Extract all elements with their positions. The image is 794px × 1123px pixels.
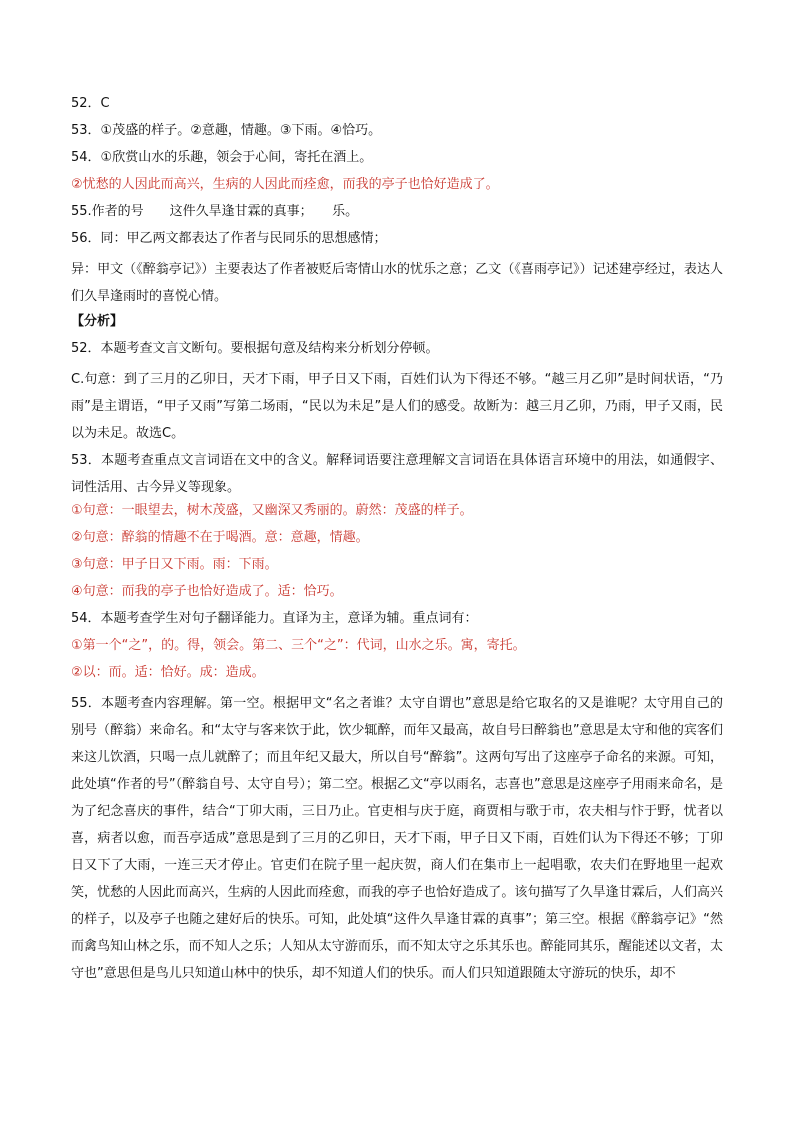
analysis-53-intro: 53．本题考查重点文言词语在文中的含义。解释词语要注意理解文言词语在具体语言环境中的用法，如通假字、词性活用、古今异义等现象。 (71, 453, 723, 495)
answer-52: 52．C (71, 96, 110, 111)
analysis-54-intro: 54．本题考查学生对句子翻译能力。直译为主，意译为辅。重点词有： (71, 611, 478, 626)
analysis-55-body: 55．本题考查内容理解。第一空。根据甲文“名之者谁？太守自谓也”意思是给它取名的又是谁呢？太守用自己的别号（醉翁）来命名。和“太守与客来饮于此，饮少辄醉，而年又最高，故自号曰醉翁也”意思是太守和他的宾客们来这儿饮酒，只喝一点儿就醉了；而且年纪又最大，所以自号“醉翁”。这两句写出了这座亭子命名的来源。可知，此处填“作者的号”（醉翁自号、太守自号）；第二空。根据乙文“亭以雨名，志喜也”意思是这座亭子用雨来命名，是为了纪念喜庆的事件，结合“丁卯大雨，三日乃止。官吏相与庆于庭，商贾相与歌于市，农夫相与忭于野，忧者以喜，病者以愈，而吾亭适成”意思是到了三月的乙卯日，天才下雨，甲子日又下雨，百姓们认为下得还不够；丁卯日又下了大雨，一连三天才停止。官吏们在院子里一起庆贺，商人们在集市上一起唱歌，农夫们在野地里一起欢笑，忧愁的人因此而高兴，生病的人因此而痊愈，而我的亭子也恰好造成了。该句描写了久旱逢甘霖后，人们高兴的样子，以及亭子也随之建好后的快乐。可知，此处填“这件久旱逢甘霖的真事”；第三空。根据《醉翁亭记》“然而禽鸟知山林之乐，而不知人之乐；人知从太守游而乐，而不知太守之乐其乐也。醉能同其乐，醒能述以文者，太守也”意思但是鸟儿只知道山林中的快乐，却不知道人们的快乐。而人们只知道跟随太守游玩的快乐，却不 (71, 696, 723, 981)
analysis-52-body: C.句意：到了三月的乙卯日，天才下雨，甲子日又下雨，百姓们认为下得还不够。“越三月乙卯”是时间状语，“乃雨”是主谓语，“甲子又雨”写第二场雨，“民以为未足”是人们的感受。故断为：越三月乙卯，乃雨，甲子又雨，民以为未足。故选C。 (71, 372, 723, 441)
analysis-53-item2: ②句意：醉翁的情趣不在于喝酒。意：意趣，情趣。 (71, 530, 369, 545)
answer-56-part2: 异：甲文（《醉翁亭记》）主要表达了作者被贬后寄情山水的忧乐之意；乙文（《喜雨亭记》）记述建亭经过，表达人们久旱逢雨时的喜悦心情。 (71, 262, 723, 304)
analysis-53-item4: ④句意：而我的亭子也恰好造成了。适：恰巧。 (71, 584, 343, 599)
answer-54-part1: 54．①欣赏山水的乐趣，领会于心间，寄托在酒上。 (71, 150, 373, 165)
analysis-heading: 【分析】 (71, 314, 124, 329)
answer-55: 55.作者的号 这件久旱逢甘霖的真事； 乐。 (71, 204, 359, 219)
answer-content (71, 94, 723, 987)
answer-53: 53．①茂盛的样子。②意趣，情趣。③下雨。④恰巧。 (71, 123, 382, 138)
answer-54-part2: ②忧愁的人因此而高兴，生病的人因此而痊愈，而我的亭子也恰好造成了。 (71, 177, 499, 192)
analysis-53-item1: ①句意：一眼望去，树木茂盛，又幽深又秀丽的。蔚然：茂盛的样子。 (71, 503, 473, 518)
analysis-52-intro: 52．本题考查文言文断句。要根据句意及结构来分析划分停顿。 (71, 341, 439, 356)
analysis-54-item2: ②以：而。适：恰好。成：造成。 (71, 665, 265, 680)
analysis-53-item3: ③句意：甲子日又下雨。雨：下雨。 (71, 557, 278, 572)
analysis-54-item1: ①第一个“之”，的。得，领会。第二、三个“之”：代词，山水之乐。寓，寄托。 (71, 638, 526, 653)
answer-56-part1: 56．同：甲乙两文都表达了作者与民同乐的思想感情； (71, 231, 387, 246)
